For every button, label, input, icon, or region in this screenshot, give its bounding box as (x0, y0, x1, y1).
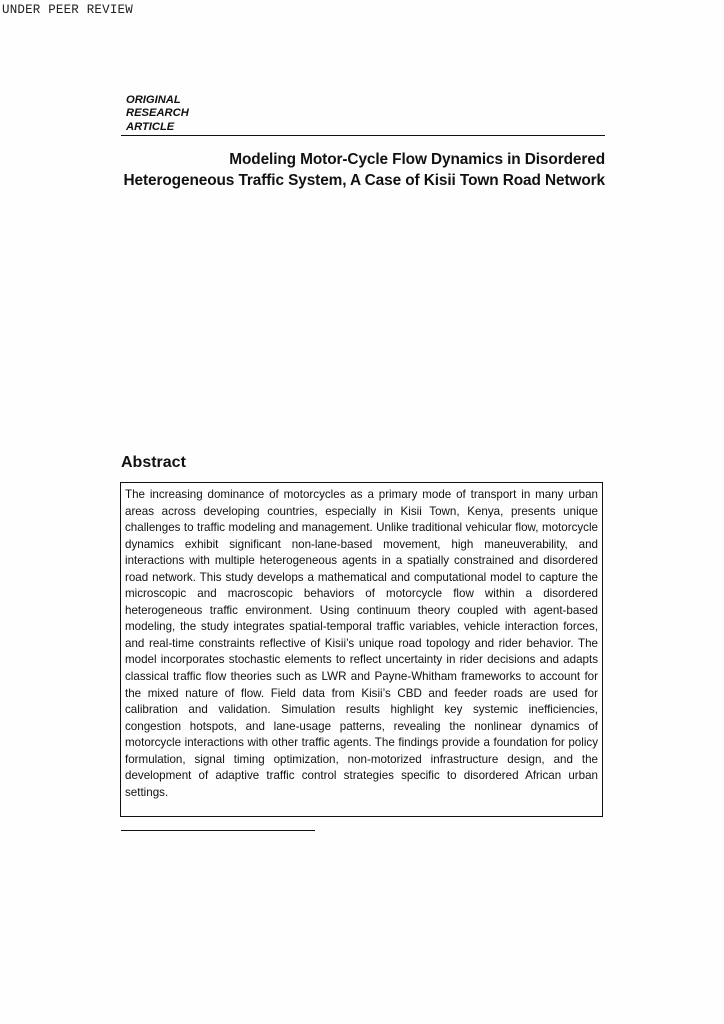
article-type-line-2: RESEARCH (126, 107, 189, 120)
abstract-box (120, 482, 603, 817)
article-type-line-1: ORIGINAL (126, 94, 181, 106)
article-type-label (126, 94, 246, 134)
header-rule (121, 135, 605, 136)
abstract-heading: Abstract (121, 454, 186, 471)
article-type-line-3: ARTICLE (126, 120, 175, 133)
paper-title: Modeling Motor-Cycle Flow Dynamics in Disordered Heterogeneous Traffic System, A Case of Kisii Town Road Network (123, 151, 605, 189)
peer-review-watermark: UNDER PEER REVIEW (2, 3, 133, 17)
abstract-text: The increasing dominance of motorcycles as a primary mode of transport in many urban areas across developing countries, especially in Kisii Town, Kenya, presents unique challenges to traffic modeling and management. Unlike traditional vehicular flow, motorcycle dynamics exhibit significant non-lane-based movement, high maneuverability, and interactions with multiple heterogeneous agents in a spatially constrained and disordered road network. This study develops a mathematical and computational model to capture the microscopic and macroscopic behaviors of motorcycle flow within a disordered heterogeneous traffic environment. Using continuum theory coupled with agent-based modeling, the study integrates spatial-temporal traffic variables, vehicle interaction forces, and real-time constraints reflective of Kisii’s unique road topology and rider behavior. The model incorporates stochastic elements to reflect uncertainty in rider decisions and adapts classical traffic flow theories such as LWR and Payne-Whitham frameworks to account for the mixed nature of flow. Field data from Kisii’s CBD and feeder roads are used for calibration and validation. Simulation results highlight key systemic inefficiencies, congestion hotspots, and lane-usage patterns, revealing the nonlinear dynamics of motorcycle interactions with other traffic agents. The findings provide a foundation for policy formulation, signal timing optimization, non-motorized infrastructure design, and the development of adaptive traffic control strategies specific to disordered African urban settings. (125, 488, 598, 799)
footnote-separator (121, 830, 315, 831)
